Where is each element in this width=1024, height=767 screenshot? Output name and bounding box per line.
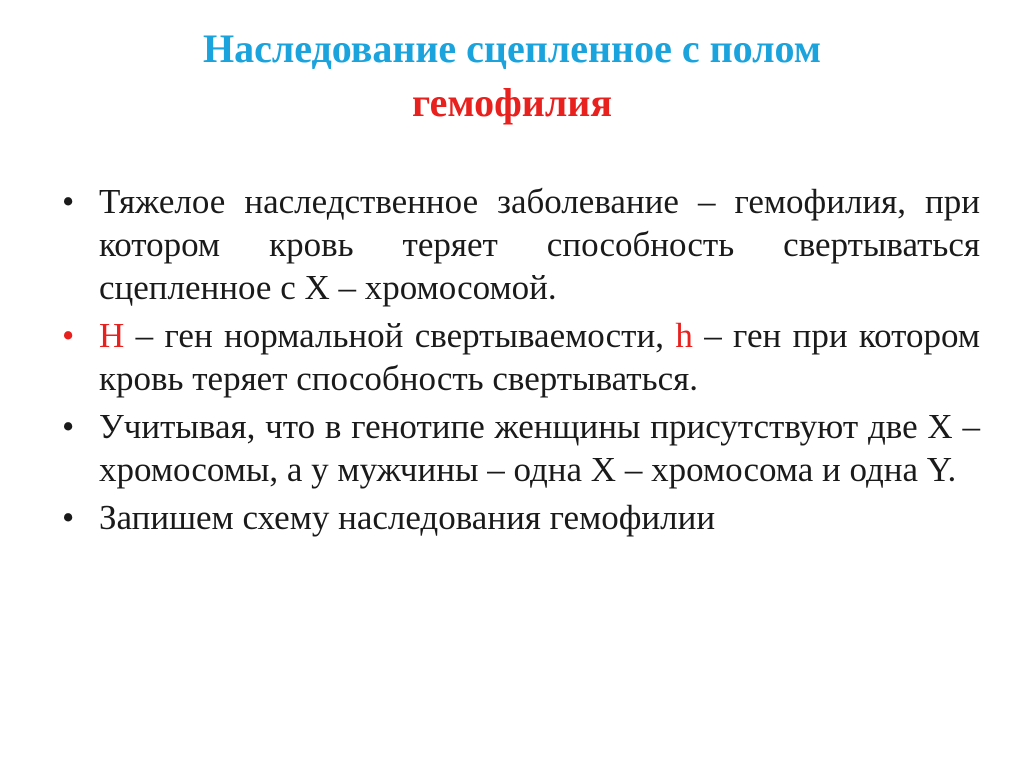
bullet-text xyxy=(99,316,980,398)
gene-dominant-label: Н xyxy=(99,316,125,355)
bullet-text: Запишем схему наследования гемофилии xyxy=(99,498,716,537)
gene-dominant-desc: – ген нормальной свертываемости, xyxy=(124,316,676,355)
title-subtitle: гемофилия xyxy=(412,80,612,125)
gene-recessive-desc: – ген при котором кровь теряет способность свертываться. xyxy=(99,316,980,398)
bullet-text: Тяжелое наследственное заболевание – гемофилия, при котором кровь теряет способность свертываться сцепленное с X – хромосомой. xyxy=(99,182,980,307)
bullet-marker: • xyxy=(62,182,75,221)
bullet-item-chromosomes xyxy=(62,405,980,491)
bullet-item-genes xyxy=(62,314,980,400)
bullet-item-definition xyxy=(62,180,980,309)
gene-recessive-label: h xyxy=(675,316,693,355)
title-main: Наследование сцепленное с полом xyxy=(202,26,822,71)
slide-title xyxy=(0,22,1024,130)
bullet-marker: • xyxy=(62,407,75,446)
bullet-list xyxy=(62,180,980,544)
bullet-item-scheme xyxy=(62,496,980,539)
bullet-text: Учитывая, что в генотипе женщины присутствуют две X – хромосомы, а у мужчины – одна X – хромосома и одна Y. xyxy=(99,407,980,489)
bullet-marker: • xyxy=(62,498,75,537)
bullet-marker: • xyxy=(62,316,75,355)
